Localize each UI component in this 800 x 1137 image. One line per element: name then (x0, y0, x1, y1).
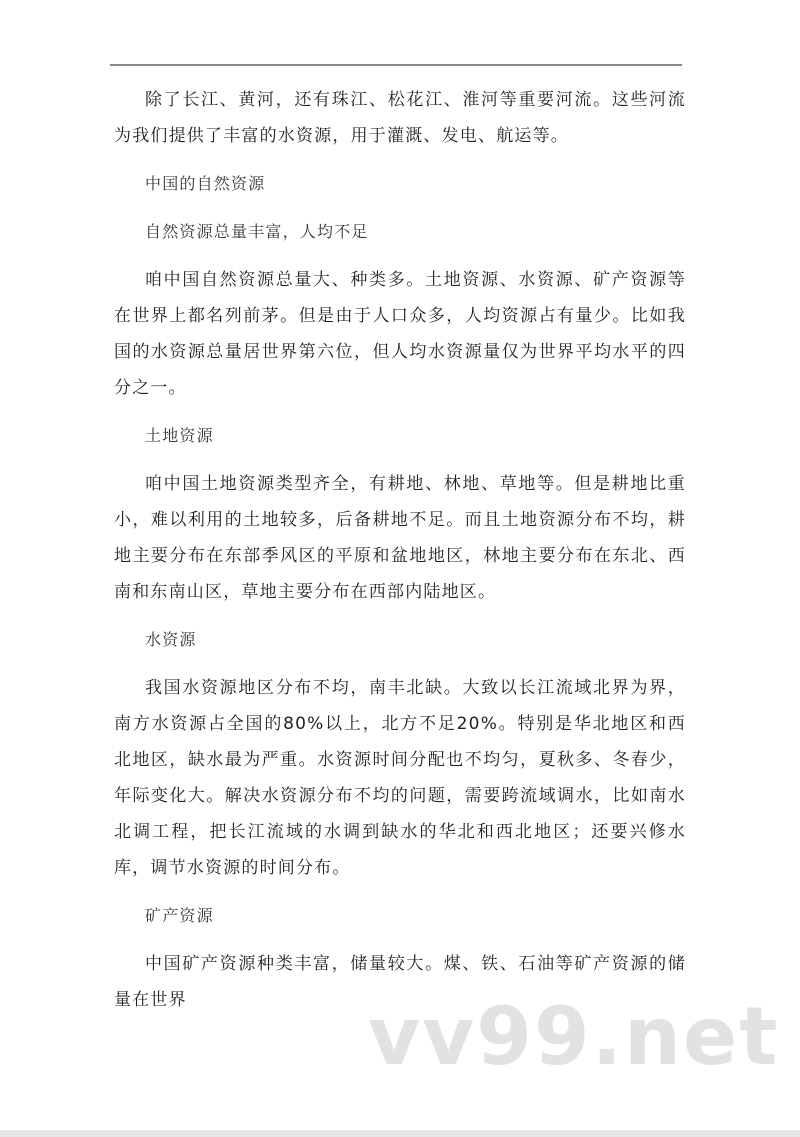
section-heading: 中国的自然资源 (145, 174, 266, 193)
section-heading: 土地资源 (145, 426, 214, 445)
paragraph: 除了长江、黄河，还有珠江、松花江、淮河等重要河流。这些河流为我们提供了丰富的水资源，用于灌溉、发电、航运等。 (114, 90, 686, 146)
header-rule (110, 64, 682, 66)
paragraph: 中国矿产资源种类丰富，储量较大。煤、铁、石油等矿产资源的储量在世界 (114, 954, 686, 1010)
section-heading: 矿产资源 (145, 906, 214, 925)
section-heading: 自然资源总量丰富，人均不足 (145, 222, 369, 241)
watermark: vv99.net (368, 990, 780, 1083)
document-body (114, 82, 686, 1030)
section-heading: 水资源 (145, 630, 197, 649)
paragraph: 我国水资源地区分布不均，南丰北缺。大致以长江流域北界为界，南方水资源占全国的80%以上，北方不足20%。特别是华北地区和西北地区，缺水最为严重。水资源时间分配也不均匀，夏秋多、冬春少，年际变化大。解决水资源分布不均的问题，需要跨流域调水，比如南水北调工程，把长江流域的水调到缺水的华北和西北地区；还要兴修水库，调节水资源的时间分布。 (114, 678, 686, 878)
page-bottom-edge (0, 1130, 800, 1137)
paragraph: 咱中国自然资源总量大、种类多。土地资源、水资源、矿产资源等在世界上都名列前茅。但是由于人口众多，人均资源占有量少。比如我国的水资源总量居世界第六位，但人均水资源量仅为世界平均水平的四分之一。 (114, 270, 686, 398)
paragraph: 咱中国土地资源类型齐全，有耕地、林地、草地等。但是耕地比重小，难以利用的土地较多，后备耕地不足。而且土地资源分布不均，耕地主要分布在东部季风区的平原和盆地地区，林地主要分布在东北、西南和东南山区，草地主要分布在西部内陆地区。 (114, 474, 686, 602)
